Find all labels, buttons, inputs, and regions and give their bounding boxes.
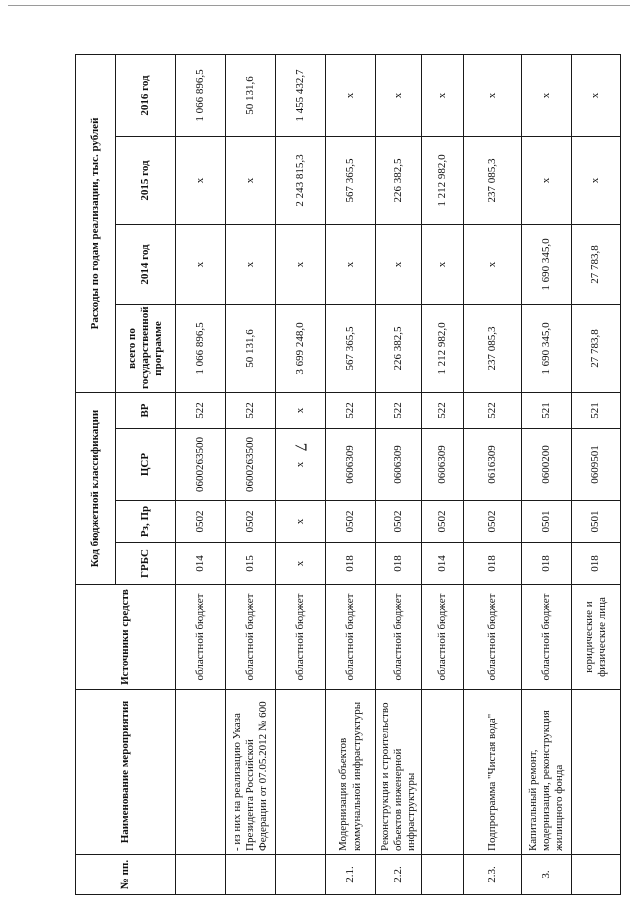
cell-vr: 522 [422, 393, 464, 429]
header-vr: ВР [116, 393, 176, 429]
cell-total: 1 690 345,0 [522, 305, 572, 393]
budget-table [75, 54, 621, 895]
header-grbs: ГРБС [116, 543, 176, 585]
cell-num: 2.3. [464, 855, 522, 895]
cell-vr: 522 [176, 393, 226, 429]
cell-name: - из них на реализацию Указа Президента Российской Федерации от 07.05.2012 № 600 [226, 690, 276, 855]
cell-csr: 0616309 [464, 429, 522, 501]
cell-csr: 0600263500 [226, 429, 276, 501]
header-expenses-group: Расходы по годам реализации, тыс. рублей [76, 54, 116, 392]
cell-source: областной бюджет [326, 585, 376, 690]
cell-csr: 0600200 [522, 429, 572, 501]
page-number: 7 [291, 442, 311, 452]
table-body [176, 54, 621, 894]
cell-name [276, 690, 326, 855]
table-row [376, 54, 422, 894]
cell-vr: 521 [522, 393, 572, 429]
cell-num [572, 855, 621, 895]
cell-2016: 1 455 432,7 [276, 54, 326, 136]
cell-2015: x [522, 137, 572, 225]
cell-total: 50 131,6 [226, 305, 276, 393]
cell-total: 3 699 248,0 [276, 305, 326, 393]
table-row [422, 54, 464, 894]
cell-2015: 1 212 982,0 [422, 137, 464, 225]
cell-vr: 522 [464, 393, 522, 429]
cell-name [176, 690, 226, 855]
cell-2015: x [176, 137, 226, 225]
cell-csr: 0600263500 [176, 429, 226, 501]
scan-edge-line [8, 5, 630, 6]
cell-total: 237 085,3 [464, 305, 522, 393]
cell-name: Реконструкция и строительство объектов инженерной инфраструктуры [376, 690, 422, 855]
cell-csr: 0606309 [422, 429, 464, 501]
table-row [226, 54, 276, 894]
cell-name: Модернизация объектов коммунальной инфраструктуры [326, 690, 376, 855]
cell-grbs: 018 [326, 543, 376, 585]
cell-grbs: 015 [226, 543, 276, 585]
cell-rzpr: 0502 [464, 501, 522, 543]
cell-2015: 567 365,5 [326, 137, 376, 225]
cell-total: 1 066 896,5 [176, 305, 226, 393]
cell-2014: 27 783,8 [572, 225, 621, 305]
table-row [276, 54, 326, 894]
cell-rzpr: 0502 [226, 501, 276, 543]
header-2016: 2016 год [116, 54, 176, 136]
table-head [76, 54, 176, 894]
cell-2014: x [176, 225, 226, 305]
cell-name [422, 690, 464, 855]
cell-rzpr: x [276, 501, 326, 543]
table-row [522, 54, 572, 894]
cell-total: 1 212 982,0 [422, 305, 464, 393]
table-row [326, 54, 376, 894]
cell-source: областной бюджет [522, 585, 572, 690]
cell-num [276, 855, 326, 895]
cell-2014: x [464, 225, 522, 305]
table-row [572, 54, 621, 894]
cell-rzpr: 0502 [422, 501, 464, 543]
cell-csr: x [276, 429, 326, 501]
cell-name: Капитальный ремонт, модернизация, реконструкция жилищного фонда [522, 690, 572, 855]
cell-name [572, 690, 621, 855]
cell-name: Подпрограмма "Чистая вода" [464, 690, 522, 855]
header-csr: ЦСР [116, 429, 176, 501]
cell-source: областной бюджет [464, 585, 522, 690]
cell-2016: x [376, 54, 422, 136]
cell-2014: x [376, 225, 422, 305]
cell-2015: x [226, 137, 276, 225]
cell-num [176, 855, 226, 895]
cell-2014: x [276, 225, 326, 305]
cell-total: 27 783,8 [572, 305, 621, 393]
cell-rzpr: 0501 [572, 501, 621, 543]
cell-num: 2.2. [376, 855, 422, 895]
cell-csr: 0606309 [376, 429, 422, 501]
cell-rzpr: 0502 [176, 501, 226, 543]
rotated-table-wrapper [75, 55, 620, 895]
table-row [464, 54, 522, 894]
cell-vr: x [276, 393, 326, 429]
cell-grbs: 014 [176, 543, 226, 585]
cell-grbs: 018 [522, 543, 572, 585]
cell-2016: x [464, 54, 522, 136]
cell-vr: 522 [326, 393, 376, 429]
table-row [176, 54, 226, 894]
cell-csr: 0609501 [572, 429, 621, 501]
cell-num: 2.1. [326, 855, 376, 895]
header-source: Источники средств [76, 585, 176, 690]
header-rzpr: Рз, Пр [116, 501, 176, 543]
cell-total: 226 382,5 [376, 305, 422, 393]
cell-grbs: x [276, 543, 326, 585]
cell-2016: 50 131,6 [226, 54, 276, 136]
cell-grbs: 018 [572, 543, 621, 585]
cell-2014: 1 690 345,0 [522, 225, 572, 305]
cell-2015: 2 243 815,3 [276, 137, 326, 225]
cell-grbs: 018 [464, 543, 522, 585]
cell-source: областной бюджет [226, 585, 276, 690]
header-2015: 2015 год [116, 137, 176, 225]
cell-2016: x [522, 54, 572, 136]
cell-source: областной бюджет [276, 585, 326, 690]
cell-2016: x [572, 54, 621, 136]
cell-2015: 226 382,5 [376, 137, 422, 225]
header-total: всего по государственной программе [116, 305, 176, 393]
cell-vr: 522 [226, 393, 276, 429]
cell-2015: 237 085,3 [464, 137, 522, 225]
cell-rzpr: 0501 [522, 501, 572, 543]
cell-num [226, 855, 276, 895]
cell-vr: 522 [376, 393, 422, 429]
cell-source: областной бюджет [422, 585, 464, 690]
cell-2015: x [572, 137, 621, 225]
cell-grbs: 014 [422, 543, 464, 585]
cell-vr: 521 [572, 393, 621, 429]
cell-source: юридические и физические лица [572, 585, 621, 690]
cell-2014: x [422, 225, 464, 305]
header-name: Наименование мероприятия [76, 690, 176, 855]
cell-2016: 1 066 896,5 [176, 54, 226, 136]
cell-2016: x [422, 54, 464, 136]
header-num: № пп. [76, 855, 176, 895]
cell-total: 567 365,5 [326, 305, 376, 393]
cell-grbs: 018 [376, 543, 422, 585]
header-code-group: Код бюджетной классификации [76, 393, 116, 585]
cell-csr: 0606309 [326, 429, 376, 501]
cell-2014: x [326, 225, 376, 305]
cell-2014: x [226, 225, 276, 305]
cell-rzpr: 0502 [376, 501, 422, 543]
cell-num [422, 855, 464, 895]
header-2014: 2014 год [116, 225, 176, 305]
cell-source: областной бюджет [176, 585, 226, 690]
cell-source: областной бюджет [376, 585, 422, 690]
cell-rzpr: 0502 [326, 501, 376, 543]
cell-2016: x [326, 54, 376, 136]
cell-num: 3. [522, 855, 572, 895]
